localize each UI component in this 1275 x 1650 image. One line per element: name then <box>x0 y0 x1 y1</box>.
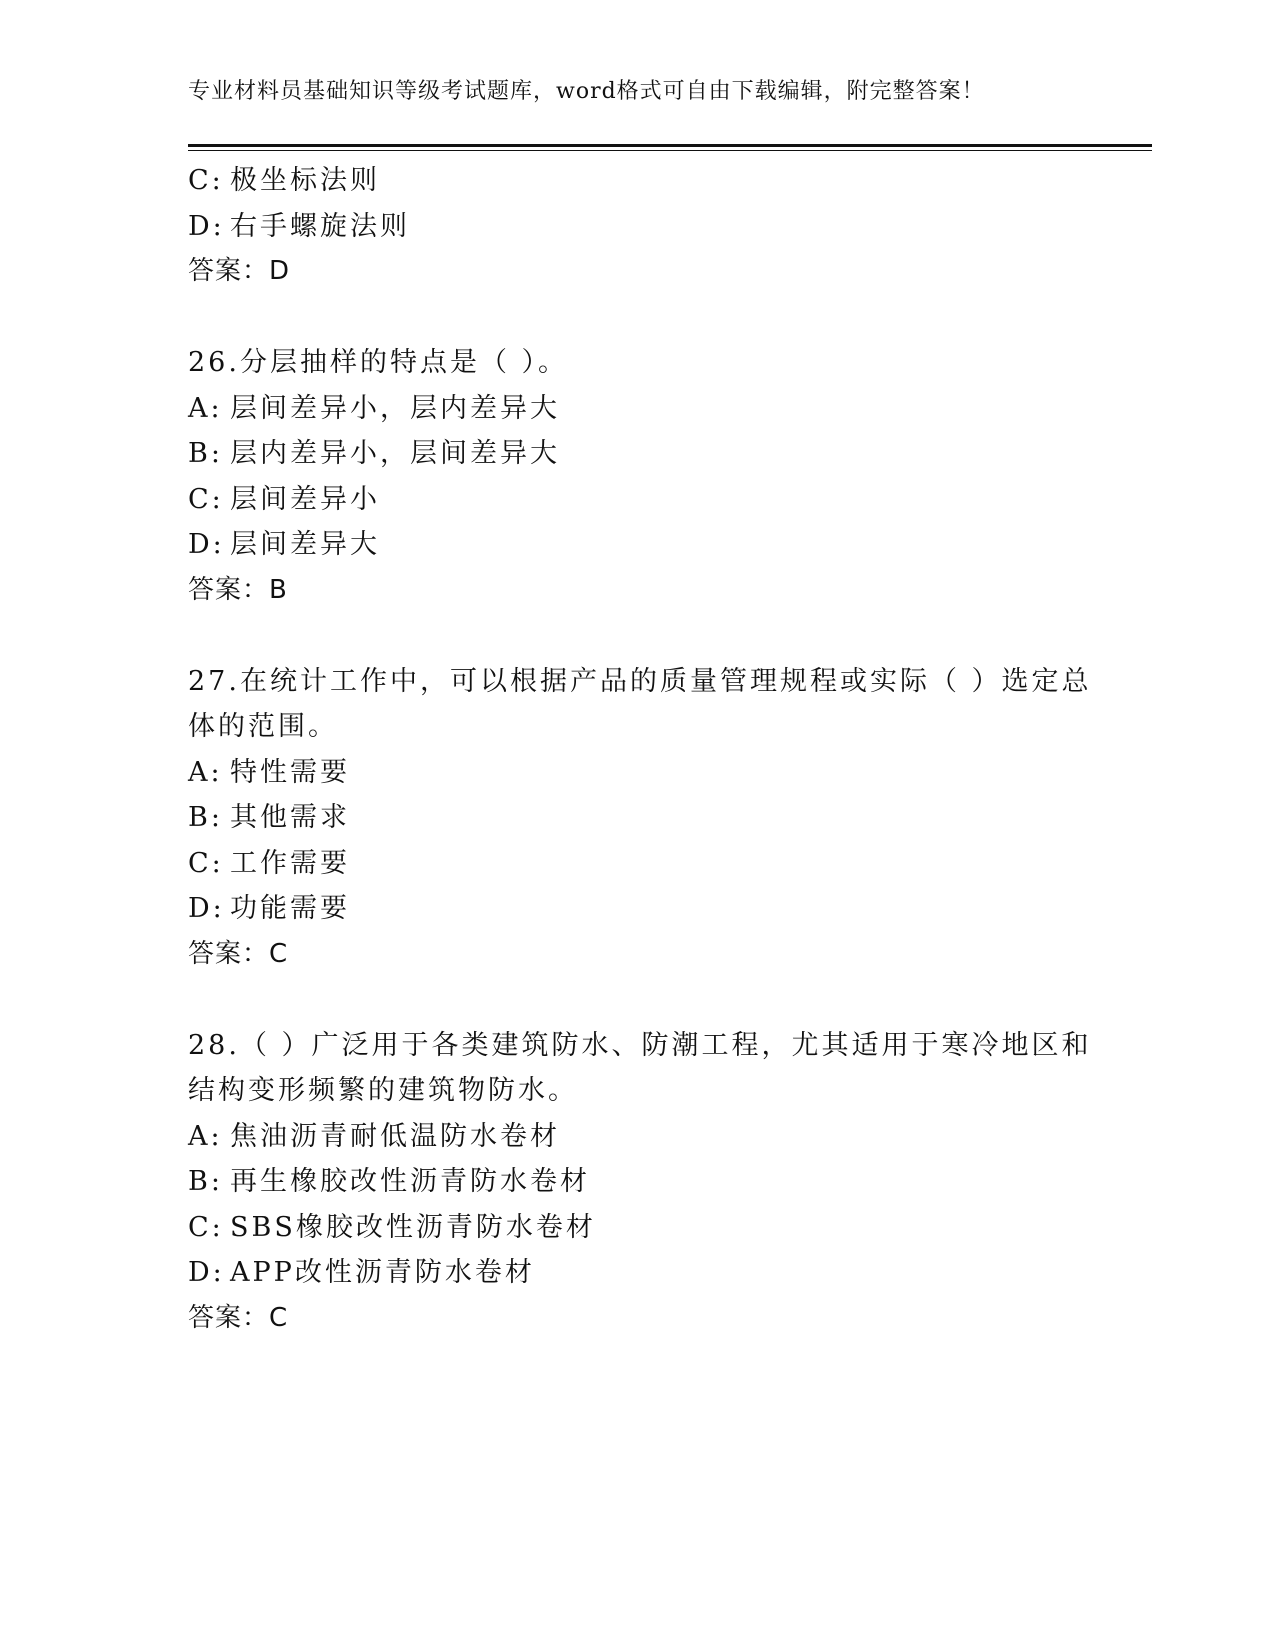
question-stem-line-1: 28.（ ）广泛用于各类建筑防水、防潮工程，尤其适用于寒冷地区和 <box>188 1029 1092 1061</box>
option-b: B: 其他需求 <box>188 802 350 833</box>
option-c: C: SBS橡胶改性沥青防水卷材 <box>188 1211 596 1243</box>
question-stem-line-2: 体的范围。 <box>188 711 338 742</box>
option-a: A: 特性需要 <box>188 756 350 788</box>
option-c: C: 极坐标法则 <box>188 165 380 196</box>
answer: 答案：C <box>188 1302 289 1333</box>
answer: 答案：B <box>188 574 288 605</box>
question-26 <box>188 340 1088 613</box>
answer: 答案：C <box>188 938 289 969</box>
question-stem-line-1: 27.在统计工作中，可以根据产品的质量管理规程或实际（ ）选定总 <box>188 665 1092 697</box>
option-b: B: 再生橡胶改性沥青防水卷材 <box>188 1166 590 1197</box>
question-25-tail <box>188 158 1088 295</box>
option-b: B: 层内差异小，层间差异大 <box>188 438 560 469</box>
option-c: C: 工作需要 <box>188 847 350 879</box>
option-d: D: 右手螺旋法则 <box>188 210 410 242</box>
option-a: A: 层间差异小，层内差异大 <box>188 392 560 424</box>
question-27 <box>188 659 1092 978</box>
question-stem: 26.分层抽样的特点是（ ）。 <box>188 347 569 378</box>
header-rule-thick <box>188 144 1152 147</box>
option-a: A: 焦油沥青耐低温防水卷材 <box>188 1120 560 1152</box>
header-rule-thin <box>188 150 1152 151</box>
question-stem-line-2: 结构变形频繁的建筑物防水。 <box>188 1075 578 1106</box>
question-list <box>188 158 1092 1341</box>
page-header: 专业材料员基础知识等级考试题库，word格式可自由下载编辑，附完整答案！ <box>188 79 985 104</box>
option-d: D: 层间差异大 <box>188 529 380 560</box>
option-c: C: 层间差异小 <box>188 483 380 515</box>
option-d: D: 功能需要 <box>188 893 350 924</box>
question-28 <box>188 1023 1092 1342</box>
answer: 答案：D <box>188 256 291 286</box>
option-d: D: APP改性沥青防水卷材 <box>188 1257 535 1288</box>
